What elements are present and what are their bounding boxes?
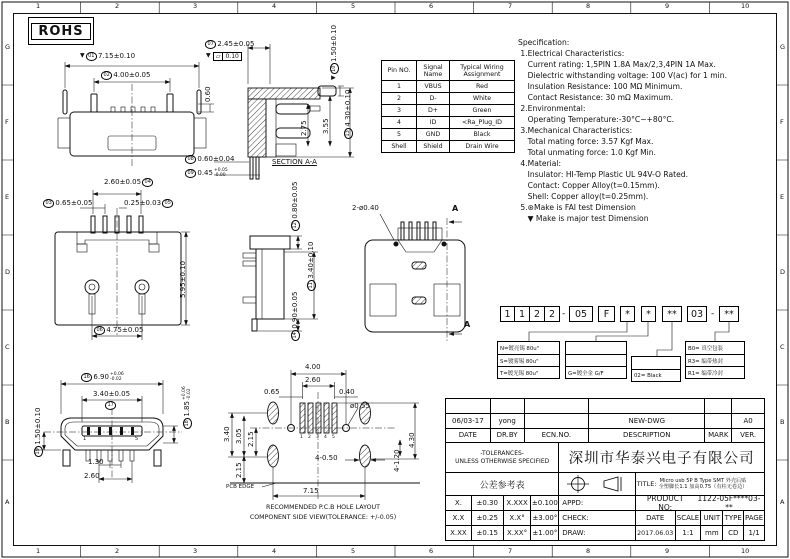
pcb-pin-number: 2	[308, 435, 311, 440]
section-arrow-label-top: A	[452, 204, 459, 213]
frame-right-letter: B	[780, 418, 785, 426]
dim-tongue-width: 3.40±0.05	[93, 390, 131, 398]
pcb-pin-number: 1	[300, 435, 303, 440]
frame-top-number: 6	[429, 2, 434, 10]
dim-mate-130: 1.30	[88, 458, 104, 466]
frame-top-number: 3	[193, 2, 198, 10]
frame-bottom-number: 6	[429, 547, 434, 555]
top-view-drawing	[55, 190, 190, 340]
appd-row	[446, 495, 764, 510]
pn-digit: 1	[515, 306, 530, 322]
cell: 4	[382, 117, 417, 129]
legend-item: B0= 真空包装	[688, 346, 723, 352]
hdr-version: VER.	[731, 429, 764, 443]
frame-top-number: 8	[586, 2, 591, 10]
cell: VBUS	[417, 81, 450, 93]
third-angle-projection-icon	[562, 474, 632, 494]
info-hdr-unit: UNIT	[700, 511, 722, 525]
dim-section-275: 2.75	[300, 120, 308, 136]
pn-type: F	[598, 306, 615, 322]
frame-right-letter: G	[780, 43, 786, 51]
tol-xxx2-val: ±0.15	[471, 526, 503, 540]
frame-right-letter: C	[780, 343, 785, 351]
cell: D-	[417, 93, 450, 105]
spec-line: Total unmating force: 1.0 Kgf Min.	[518, 148, 656, 157]
projection-symbols	[558, 473, 635, 496]
frame-right-letter: F	[780, 118, 784, 126]
dim-pcb-340: 3.40	[223, 426, 231, 442]
legend-item: R1= 编带冷封	[686, 366, 744, 378]
frame-top-number: 9	[665, 2, 670, 10]
dim-pcb-430: 4.30	[408, 432, 416, 448]
frame-top-number: 4	[272, 2, 277, 10]
dim-pcb-715: 7.15	[303, 487, 319, 495]
cell	[588, 399, 704, 413]
frame-left-letter: A	[5, 498, 10, 506]
title-text: Micro usb 5P B Type SMT 外壳后贴 全塑脚长1.1 加高0.75（有柱无卷边）	[658, 478, 748, 491]
frame-bottom-number: 5	[351, 547, 356, 555]
dim-pcb-305: 3.05	[235, 428, 243, 444]
cell: Black	[450, 129, 515, 141]
dim-post-span: 06 4.75±0.05	[93, 326, 143, 335]
tol-deg2-val: ±1.00°	[530, 526, 558, 540]
frame-bottom-number: 7	[508, 547, 513, 555]
frame-left-letter: E	[5, 193, 10, 201]
info-val-page: 1/1	[743, 526, 764, 540]
col-header-pin: Pin NO.	[382, 61, 417, 81]
dim-side-340: 113.40±0.10	[307, 242, 316, 292]
pcb-caption-line2: COMPONENT SIDE VIEW(TOLERANCE: +/-0.05)	[249, 514, 397, 521]
frame-top-number: 1	[36, 2, 41, 10]
table-row	[382, 81, 515, 93]
cell: Shield	[417, 141, 450, 153]
title-label: TITLE:	[636, 480, 657, 489]
dim-pcb-slot-length: 4-1.20	[393, 449, 401, 472]
pcb-caption-line1: RECOMMENDED P.C.B HOLE LAYOUT	[265, 504, 381, 511]
dim-pcb-hole-dia: ø0.55	[350, 402, 370, 410]
title-row	[446, 472, 764, 496]
mate-pin5-label: 5	[135, 436, 139, 442]
bottom-view-drawing	[365, 214, 465, 342]
legend-item: G=镀全金 G/F	[566, 366, 626, 378]
dim-tongue-balloon: 17	[104, 401, 117, 410]
rohs-label: ROHS	[31, 23, 90, 40]
cell	[731, 399, 764, 413]
dim-pcb-065: 0.65	[264, 388, 280, 396]
cell: 2	[382, 93, 417, 105]
tol-xx-val: ±0.25	[471, 511, 503, 525]
info-hdr-type: TYPE	[722, 511, 743, 525]
dim-section-width: 07 2.45±0.05	[204, 40, 254, 49]
dim-section-height: 134.30±0.10	[344, 90, 353, 140]
frame-bottom-number: 8	[586, 547, 591, 555]
col-header-signal: Signal Name	[417, 61, 450, 81]
spec-line: Contact: Copper Alloy(t=0.15mm).	[518, 181, 660, 190]
product-no-label: PRODUCT NO:	[646, 496, 684, 511]
frame-right-letter: A	[780, 498, 785, 506]
legend-item: T=镀光锡 80u"	[498, 366, 559, 378]
pcb-pin-number: 3	[316, 435, 319, 440]
pn-dash: -	[711, 309, 715, 319]
legend-color-option	[631, 356, 681, 382]
spec-line: Specification:	[518, 38, 570, 47]
tolerances-line1: -TOLERANCES-	[480, 450, 524, 458]
cell: Drain Wire	[450, 141, 515, 153]
pn-dash: -	[562, 309, 566, 319]
cell	[490, 399, 524, 413]
spec-line: ▼ Make is major test Dimension	[518, 214, 649, 223]
spec-line: Total mating force: 3.57 Kgf Max.	[518, 137, 654, 146]
legend-packing-options	[685, 341, 745, 379]
tolerances-note	[446, 443, 558, 472]
cell: Red	[450, 81, 515, 93]
cell: Shell	[382, 141, 417, 153]
dim-side-080: 120.80±0.05	[291, 182, 300, 232]
rev-drby: yong	[490, 414, 524, 428]
dim-pin-pitch: 03 0.65±0.05	[42, 199, 92, 208]
dim-leg-width: 09 0.45 +0.05 -0.00	[184, 168, 228, 178]
pn-color-code: 03	[687, 306, 707, 322]
legend-item-empty	[566, 354, 626, 366]
legend-item: N=镀亮锡 80u"	[500, 346, 540, 352]
pcb-pin-number: 5	[332, 435, 335, 440]
spec-line: 5.⊛Make is FAI test Dimension	[518, 203, 636, 212]
frame-bottom-number: 1	[36, 547, 41, 555]
spec-line: 2.Environmental:	[518, 104, 586, 113]
legend-gold-option	[565, 341, 627, 379]
info-val-scale: 1:1	[675, 526, 701, 540]
rev-description: NEW-DWG	[588, 414, 704, 428]
revision-header-row	[446, 428, 764, 443]
cell	[704, 399, 731, 413]
dim-mate-260: 2.60	[84, 472, 100, 480]
hdr-date: DATE	[458, 431, 477, 440]
cell: Green	[450, 105, 515, 117]
frame-left-letter: D	[5, 268, 11, 276]
company-row	[446, 442, 764, 472]
cell	[446, 399, 490, 413]
dim-pcb-400: 4.00	[305, 363, 321, 371]
table-row	[382, 93, 515, 105]
spec-line: Insulation Resistance: 100 MΩ Minimum.	[518, 82, 683, 91]
spec-line: 1.Electrical Characteristics:	[518, 49, 625, 58]
frame-left-letter: B	[5, 418, 10, 426]
tol-deg-val: ±3.00°	[530, 511, 558, 525]
tol-xxx-val: ±0.100	[530, 496, 558, 510]
legend-item: 02= Black	[632, 369, 680, 381]
dim-mate-width: 16 6.90 +0.06 -0.02	[80, 372, 124, 382]
tolerances-line2: UNLESS OTHERWISE SPECIFIED	[455, 457, 550, 465]
frame-top-number: 5	[351, 2, 356, 10]
cell: GND	[417, 129, 450, 141]
dim-leg-thickness: 08 0.60±0.04	[184, 155, 234, 164]
revision-value-row	[446, 413, 764, 428]
part-number-prefix	[500, 306, 560, 322]
spec-line: Insulator: HI-Temp Plastic UL 94V-O Rated.	[518, 170, 689, 179]
dim-front-step: 0.60	[204, 86, 212, 102]
product-no-value: 1122-05F****03-**	[697, 496, 761, 511]
drawing-title	[635, 473, 764, 496]
dim-section-tab: ▼101.50±0.10	[330, 24, 338, 80]
revision-empty-row	[446, 399, 764, 413]
table-row	[382, 141, 515, 153]
section-caption: SECTION A-A	[272, 158, 317, 166]
frame-bottom-number: 4	[272, 547, 277, 555]
frame-top-number: 10	[741, 2, 750, 10]
pn-digit: 2	[545, 306, 560, 322]
dim-pin-width: 0.25±0.03 05	[124, 199, 174, 208]
cell: D+	[417, 105, 450, 117]
info-hdr-scale: SCALE	[675, 511, 701, 525]
tol-xxx2: X.XX	[450, 529, 467, 538]
info-hdr-date: DATE	[635, 511, 675, 525]
dim-mate-150: 191.50±0.10	[34, 408, 43, 458]
info-val-type: CD	[722, 526, 743, 540]
legend-item-empty	[632, 357, 680, 369]
frame-bottom-number: 3	[193, 547, 198, 555]
rev-version: A0	[731, 414, 764, 428]
table-row	[382, 117, 515, 129]
table-row	[382, 129, 515, 141]
cell: White	[450, 93, 515, 105]
pcb-pin-number: 4	[324, 435, 327, 440]
table-row	[382, 105, 515, 117]
dim-top-depth: 5.95±0.10	[179, 260, 187, 298]
spec-line: 3.Mechanical Characteristics:	[518, 126, 633, 135]
dim-section-355: 3.55	[322, 118, 330, 134]
frame-right-letter: E	[780, 193, 785, 201]
spec-line: Operating Temperature:-30°C~+80°C.	[518, 115, 675, 124]
company-name: 深圳市华泰兴电子有限公司	[558, 443, 764, 472]
legend-item: S=镀雾锡 80u"	[498, 354, 559, 366]
dim-pcb-215a: 2.15	[247, 431, 255, 447]
spec-line: Shell: Copper alloy(t=0.25mm).	[518, 192, 649, 201]
flatness-control-frame: ▼ ▱ 0.10	[206, 52, 242, 61]
section-arrow-label-bottom: A	[464, 320, 471, 329]
mate-pin1-label: 1	[83, 436, 87, 442]
draw-label: DRAW:	[558, 526, 635, 540]
dim-mate-height: 181.85 +0.06 -0.02	[182, 386, 192, 430]
frame-top-number: 7	[508, 2, 513, 10]
dim-pcb-260: 2.60	[305, 376, 321, 384]
hdr-description: DESCRIPTION	[588, 429, 704, 443]
cell	[524, 399, 589, 413]
dim-pcb-215b: 2.15	[235, 462, 243, 478]
spec-line: Current rating: 1,5PIN 1.8A Max/2,3,4PIN 1A Max.	[518, 60, 716, 69]
frame-right-letter: D	[780, 268, 786, 276]
pin-assignment-table	[381, 60, 515, 153]
table-header-row	[382, 61, 515, 81]
dim-side-090: 140.90±0.05	[291, 292, 300, 342]
rev-ecn	[524, 414, 589, 428]
spec-line: Contact Resistance: 30 mΩ Maximum.	[518, 93, 674, 102]
pn-option3: **	[662, 306, 682, 322]
title-block	[445, 398, 765, 541]
pn-option2: *	[641, 306, 656, 322]
pn-option1: *	[620, 306, 635, 322]
col-header-wiring: Typical Wiring Assignment	[450, 61, 515, 81]
rev-date: 06/03-17	[452, 416, 484, 425]
pn-digit: 2	[530, 306, 545, 322]
frame-left-letter: C	[5, 343, 10, 351]
cell: 5	[382, 129, 417, 141]
cell: ID	[417, 117, 450, 129]
specification-block	[518, 37, 727, 224]
frame-left-letter: G	[5, 43, 11, 51]
check-label: CHECK:	[558, 511, 635, 525]
legend-item-empty	[566, 342, 626, 354]
info-val-date: 2017.06.03	[635, 526, 675, 540]
frame-bottom-number: 10	[741, 547, 750, 555]
product-no	[635, 496, 764, 510]
dim-pcb-040: 0.40	[339, 388, 355, 396]
pcb-edge-label: PCB EDGE	[226, 484, 255, 490]
dim-pin-span: 2.60±0.05 04	[104, 178, 154, 187]
rev-mark	[704, 414, 731, 428]
tol-xxx: X.XXX	[503, 496, 531, 510]
dim-front-overall-width: ▼ 01 7.15±0.10	[80, 52, 136, 60]
cell: 3	[382, 105, 417, 117]
dim-pcb-slot-width: 4-0.50	[315, 454, 338, 462]
tol-deg2: X.XX°	[503, 526, 531, 540]
frame-bottom-number: 2	[115, 547, 120, 555]
info-hdr-page: PAGE	[743, 511, 764, 525]
frame-top-number: 2	[115, 2, 120, 10]
pn-series: 05	[569, 306, 593, 322]
tol-x-val: ±0.30	[471, 496, 503, 510]
tol-xx: X.X	[452, 514, 465, 523]
hdr-mark: MARK	[704, 429, 731, 443]
pn-digit: 1	[500, 306, 515, 322]
frame-bottom-number: 9	[665, 547, 670, 555]
info-val-unit: mm	[700, 526, 722, 540]
legend-plating-options	[497, 341, 560, 379]
appd-label: APPD:	[558, 496, 635, 510]
check-row	[446, 510, 764, 525]
tol-x: X.	[454, 499, 462, 508]
hdr-ecn: ECN.NO.	[524, 429, 589, 443]
hole-callout: 2-ø0.40	[352, 204, 379, 212]
tolerance-table-title: 公差参考表	[479, 480, 525, 491]
legend-item: R3= 编带热封	[686, 354, 744, 366]
rohs-badge	[28, 17, 94, 45]
spec-line: Dielectric withstanding voltage: 100 V(ac) for 1 min.	[518, 71, 727, 80]
pn-packing: **	[719, 306, 739, 322]
cell: <Ra_Plug_ID	[450, 117, 515, 129]
spec-line: 4.Material:	[518, 159, 562, 168]
tol-deg: X.X°	[503, 511, 531, 525]
cell: 1	[382, 81, 417, 93]
draw-row	[446, 525, 764, 540]
frame-left-letter: F	[5, 118, 9, 126]
hdr-drby: DR.BY	[490, 429, 524, 443]
dim-front-post-span: 02 4.00±0.05	[100, 71, 150, 80]
